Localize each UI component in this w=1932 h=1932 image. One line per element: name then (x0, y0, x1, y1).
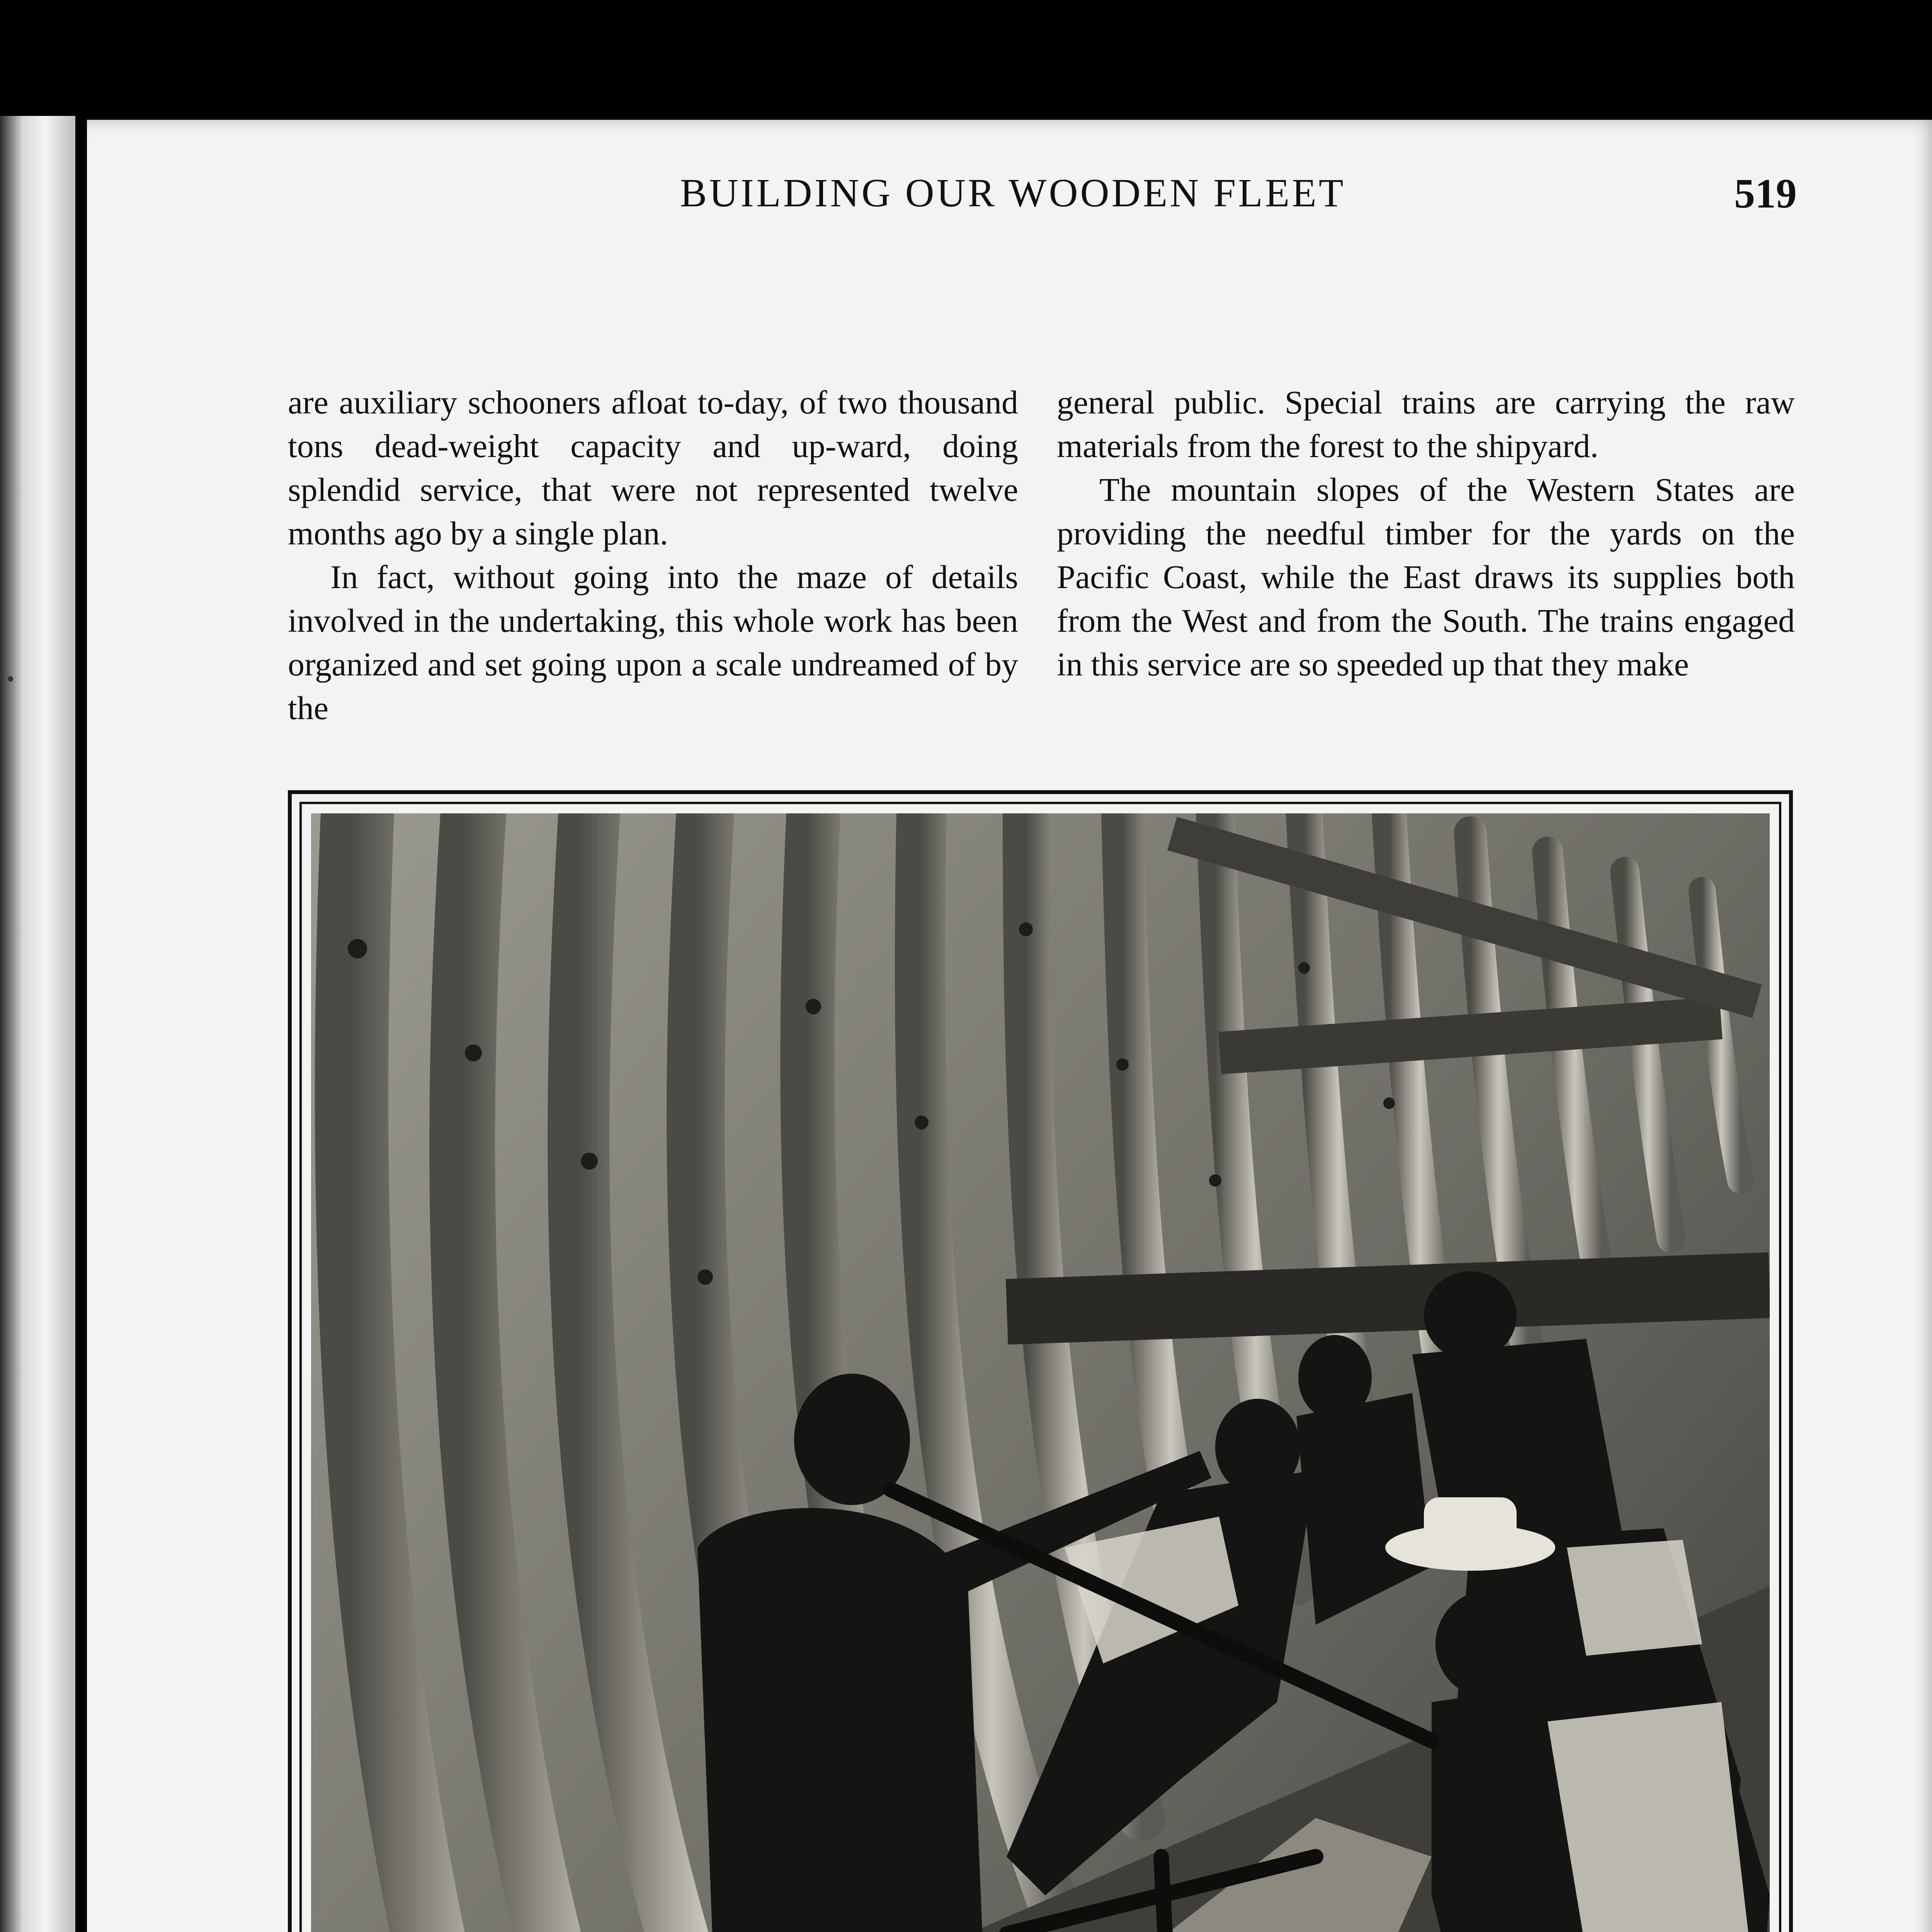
paragraph: general public. Special trains are carrying the raw materials from the forest to the shipyard. (1057, 384, 1795, 464)
paragraph: are auxiliary schooners afloat to-day, of two thousand tons dead-weight capacity and up-ward, doing splendid service, that were not represented twelve months ago by a single plan. (288, 384, 1018, 552)
paragraph: The mountain slopes of the Western States are providing the needful timber for the yards on the Pacific Coast, while the East draws its supplies both from the West and from the South. The trains engaged in this service are so speeded up that they make (1057, 471, 1795, 683)
page-number: 519 (1734, 171, 1797, 217)
shipyard-photo (311, 813, 1770, 1932)
photo-illustration (311, 813, 1770, 1932)
page-speck (8, 676, 13, 682)
paragraph: In fact, without going into the maze of details involved in the undertaking, this whole work has been organized and set going upon a scale undreamed of by the (288, 558, 1018, 726)
left-column (288, 381, 1018, 730)
facing-page-edge (0, 116, 75, 1932)
running-head (386, 170, 1797, 232)
right-column (1057, 381, 1795, 686)
running-title: BUILDING OUR WOODEN FLEET (680, 171, 1346, 215)
photo-frame (288, 790, 1793, 1932)
